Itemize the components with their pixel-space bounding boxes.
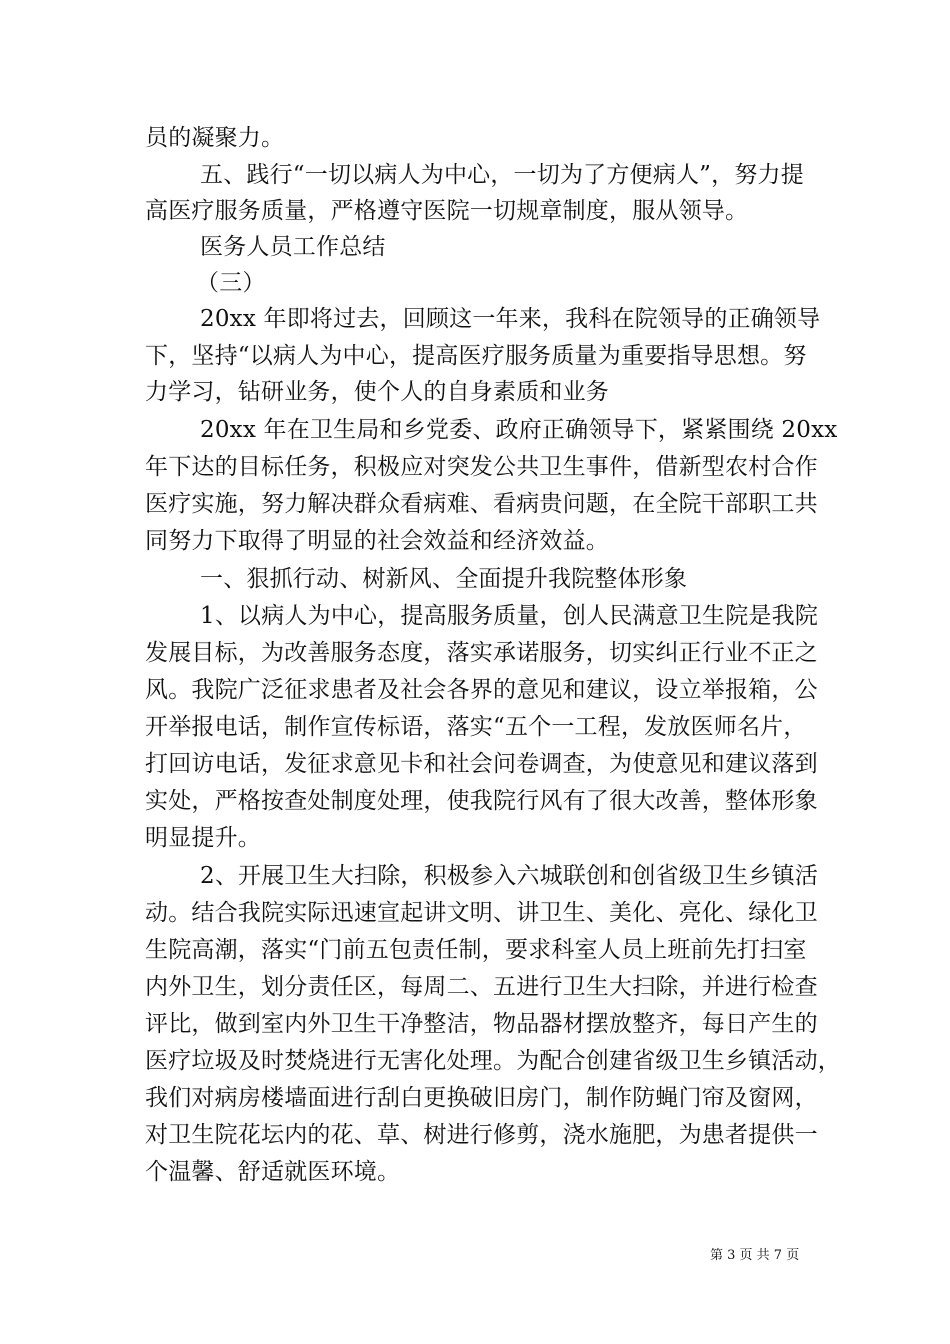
text-line: 个温馨、舒适就医环境。	[145, 1159, 401, 1185]
text-line: 我们对病房楼墙面进行刮白更换破旧房门，制作防蝇门帘及窗网，	[145, 1085, 818, 1111]
text-line: 高医疗服务质量，严格遵守医院一切规章制度，服从领导。	[145, 198, 749, 224]
text-line: 同努力下取得了明显的社会效益和经济效益。	[145, 528, 609, 554]
text-line: 1、以病人为中心，提高服务质量，创人民满意卫生院是我院	[200, 603, 819, 629]
text-line: 生院高潮，落实“门前五包责任制，要求科室人员上班前先打扫室	[145, 937, 807, 963]
text-line: 内外卫生，划分责任区，每周二、五进行卫生大扫除，并进行检查	[145, 974, 818, 1000]
text-line: 医疗实施，努力解决群众看病难、看病贵问题，在全院干部职工共	[145, 491, 818, 517]
text-line: 五、践行“一切以病人为中心，一切为了方便病人”，努力提	[200, 162, 804, 188]
section-heading: 医务人员工作总结	[200, 234, 386, 260]
text-line: 医疗垃圾及时焚烧进行无害化处理。为配合创建省级卫生乡镇活动，	[145, 1048, 841, 1074]
text-line: 评比，做到室内外卫生干净整洁，物品器材摆放整齐，每日产生的	[145, 1011, 818, 1037]
text-line: 20xx 年即将过去，回顾这一年来，我科在院领导的正确领导	[200, 306, 821, 332]
text-line: 对卫生院花坛内的花、草、树进行修剪，浇水施肥，为患者提供一	[145, 1122, 818, 1148]
text-line: 年下达的目标任务，积极应对突发公共卫生事件，借新型农村合作	[145, 454, 818, 480]
text-line: 打回访电话，发征求意见卡和社会问卷调查，为使意见和建议落到	[145, 751, 818, 777]
text-line: 动。结合我院实际迅速宣起讲文明、讲卫生、美化、亮化、绿化卫	[145, 900, 818, 926]
section-heading: 一、狠抓行动、树新风、全面提升我院整体形象	[200, 566, 688, 592]
text-line: 明显提升。	[145, 825, 261, 851]
text-line: 力学习，钻研业务，使个人的自身素质和业务	[145, 379, 609, 405]
section-number: （三）	[196, 270, 266, 296]
text-line: 开举报电话，制作宣传标语，落实“五个一工程，发放医师名片，	[145, 714, 807, 740]
text-line: 20xx 年在卫生局和乡党委、政府正确领导下，紧紧围绕 20xx	[200, 417, 838, 443]
text-line: 下，坚持“以病人为中心，提高医疗服务质量为重要指导思想。努	[145, 343, 807, 369]
text-line: 实处，严格按查处制度处理，使我院行风有了很大改善，整体形象	[145, 788, 818, 814]
page-number: 第 3 页 共 7 页	[710, 1248, 800, 1263]
text-line: 2、开展卫生大扫除，积极参入六城联创和创省级卫生乡镇活	[200, 863, 819, 889]
text-line: 风。我院广泛征求患者及社会各界的意见和建议，设立举报箱，公	[145, 677, 818, 703]
text-line: 员的凝聚力。	[145, 125, 285, 151]
text-line: 发展目标，为改善服务态度，落实承诺服务，切实纠正行业不正之	[145, 640, 818, 666]
